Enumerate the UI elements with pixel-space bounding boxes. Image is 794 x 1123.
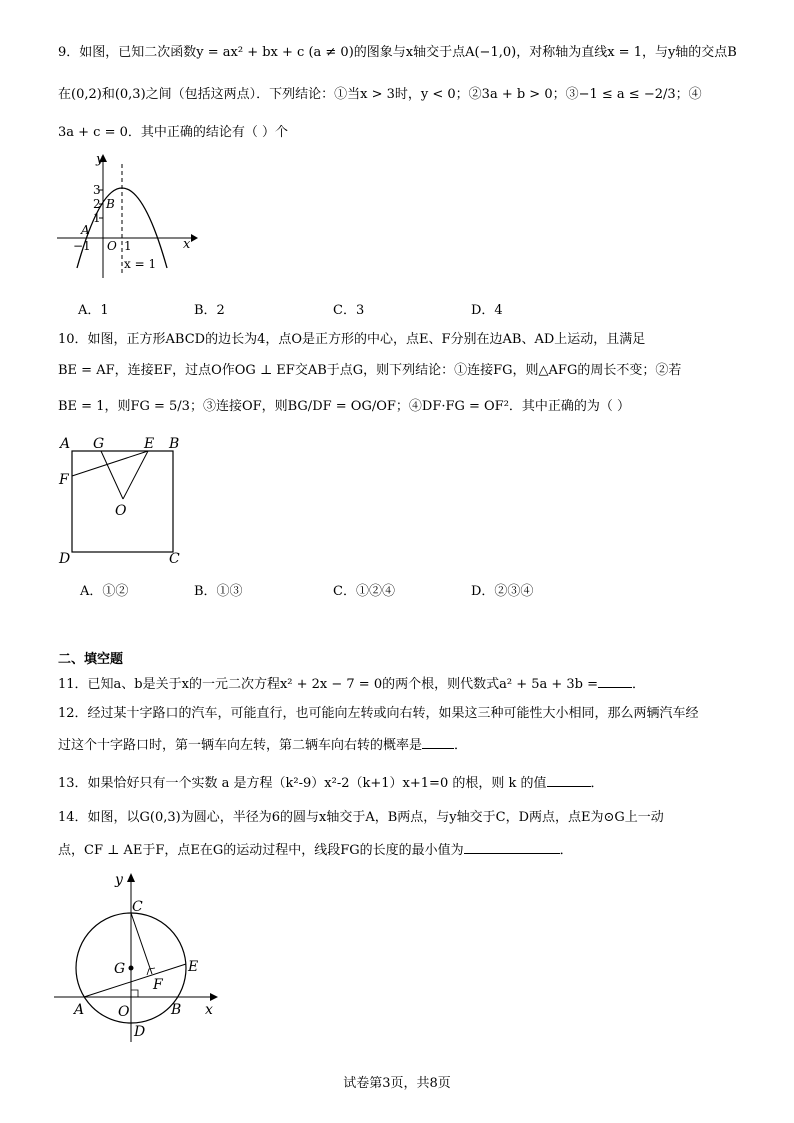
q10-label-a: A	[60, 436, 71, 452]
q9-parabola-figure	[55, 150, 200, 280]
q13-line	[58, 774, 604, 793]
q9-line-1: 9．如图，已知二次函数y = ax² + bx + c (a ≠ 0)的图象与x轴交于点A(−1,0)，对称轴为直线x = 1，与y轴的交点B	[58, 45, 737, 60]
q14-right-angle-o	[131, 990, 138, 997]
q10-line-3: BE = 1，则FG = 5/3；③连接OF，则BG/DF = OG/OF；④DF·FG = OF²．其中正确的为（ ）	[58, 399, 631, 414]
q14-label-y: y	[115, 872, 123, 888]
q10-option-c: C．①②④	[333, 584, 395, 599]
q10-line-1: 10．如图，正方形ABCD的边长为4，点O是正方形的中心，点E、F分别在边AB、AD上运动，且满足	[58, 332, 646, 347]
q10-option-a: A．①②	[80, 584, 129, 599]
q13-tail: ．	[590, 776, 604, 791]
q9-line-3: 3a + c = 0．其中正确的结论有（ ）个	[58, 125, 289, 140]
q14-label-a: A	[74, 1002, 85, 1018]
q9-option-a: A．1	[78, 303, 109, 318]
page-footer: 试卷第3页，共8页	[343, 1076, 451, 1091]
q10-square-abcd	[72, 451, 173, 552]
q10-label-f: F	[59, 472, 69, 488]
q12-tail: ．	[454, 738, 468, 753]
q12-text: 过这个十字路口时，第一辆车向左转，第二辆车向右转的概率是	[58, 738, 423, 753]
q14-tail: ．	[559, 843, 573, 858]
q9-x-label: x	[183, 237, 191, 252]
q10-label-b: B	[169, 436, 180, 452]
q14-label-g: G	[114, 961, 126, 977]
q11-text: 11．已知a、b是关于x的一元二次方程x² + 2x − 7 = 0的两个根，则代数式a² + 5a + 3b =	[58, 677, 599, 692]
q9-option-b: B．2	[194, 303, 225, 318]
q9-point-b: B	[106, 197, 115, 211]
q14-circle-figure	[52, 868, 227, 1043]
q11-tail: ．	[632, 677, 646, 692]
q14-segment-cf	[131, 913, 152, 974]
q10-label-c: C	[169, 551, 180, 567]
q14-label-b: B	[171, 1002, 182, 1018]
q10-line-2: BE = AF，连接EF，过点O作OG ⊥ EF交AB于点G，则下列结论：①连接FG，则△AFG的周长不变；②若	[58, 363, 682, 378]
q9-origin: O	[107, 239, 117, 253]
q14-label-e: E	[188, 959, 199, 975]
q10-label-e: E	[144, 436, 155, 452]
q11-answer-blank	[598, 675, 632, 688]
q9-line-2: 在(0,2)和(0,3)之间（包括这两点）．下列结论：①当x > 3时，y < 0；②3a + b > 0；③−1 ≤ a ≤ −2/3；④	[58, 87, 702, 102]
q14-text: 点，CF ⊥ AE于F，点E在G的运动过程中，线段FG的长度的最小值为	[58, 843, 464, 858]
q14-line-1: 14．如图，以G(0,3)为圆心，半径为6的圆与x轴交于A，B两点，与y轴交于C，D两点，点E为⊙G上一动	[58, 810, 664, 825]
q10-option-b: B．①③	[194, 584, 243, 599]
q9-x-arrow	[191, 234, 198, 242]
q12-line-1: 12．经过某十字路口的汽车，可能直行，也可能向左转或向右转，如果这三种可能性大小相同，那么两辆汽车经	[58, 706, 699, 721]
q10-label-d: D	[59, 551, 71, 567]
q13-text: 13．如果恰好只有一个实数 a 是方程（k²-9）x²-2（k+1）x+1=0 的根，则 k 的值	[58, 776, 547, 791]
q9-label-x1: 1	[124, 239, 132, 253]
q12-line-2	[58, 736, 467, 755]
q10-label-o: O	[115, 503, 127, 519]
q13-answer-blank	[547, 774, 591, 787]
q14-label-f: F	[153, 977, 163, 993]
q12-answer-blank	[422, 736, 454, 749]
q9-label-neg1: −1	[73, 239, 91, 253]
q10-label-g: G	[93, 436, 105, 452]
q14-y-arrow	[127, 873, 135, 882]
q9-label-1: 1	[93, 211, 101, 225]
q9-label-2: 2	[93, 197, 101, 211]
q14-line-2	[58, 841, 573, 860]
q9-point-a: A	[81, 223, 90, 237]
q9-option-d: D．4	[471, 303, 503, 318]
q9-option-c: C．3	[333, 303, 365, 318]
q10-square-figure	[55, 432, 195, 568]
q14-label-c: C	[132, 899, 143, 915]
q14-label-x: x	[205, 1002, 213, 1018]
q10-segment-go	[101, 451, 123, 499]
q9-label-3: 3	[93, 183, 101, 197]
q9-y-label: y	[96, 152, 104, 167]
q14-segment-ae	[84, 964, 186, 997]
q14-x-arrow	[210, 993, 218, 1001]
q14-center-dot	[129, 966, 134, 971]
section-title: 二、填空题	[58, 652, 124, 667]
q10-option-d: D．②③④	[471, 584, 534, 599]
q14-label-o: O	[118, 1004, 130, 1020]
q11-line	[58, 675, 645, 694]
q9-axis-label: x = 1	[124, 257, 157, 271]
q14-answer-blank	[464, 841, 560, 854]
q14-label-d: D	[134, 1024, 146, 1040]
